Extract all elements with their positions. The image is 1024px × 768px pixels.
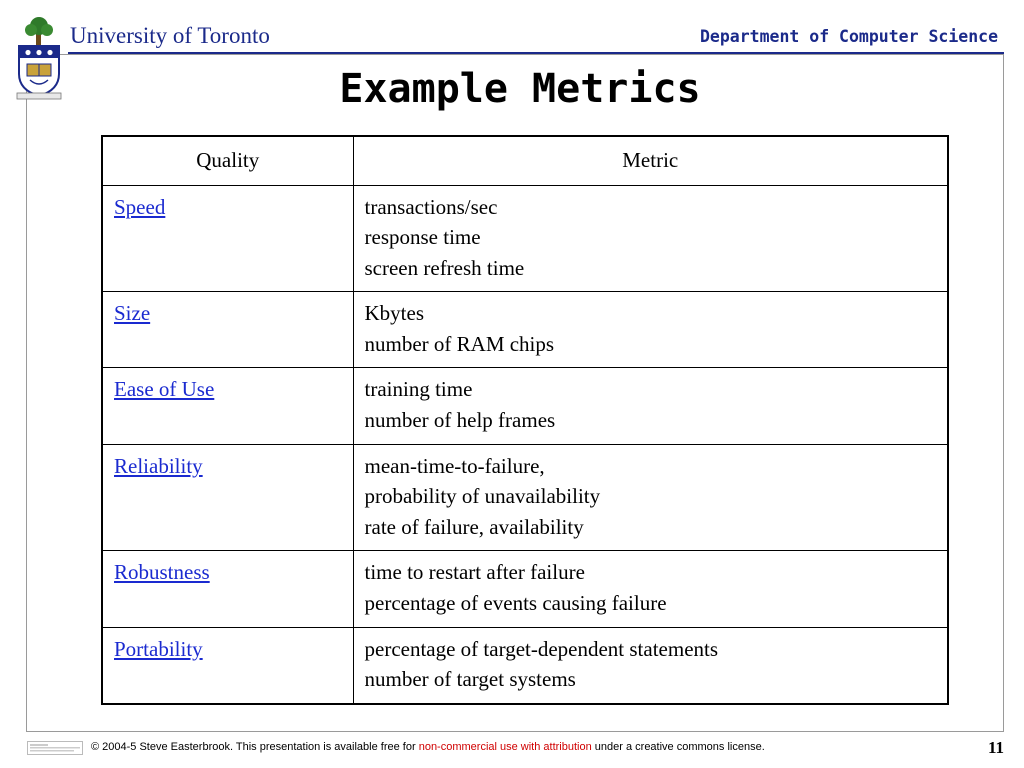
metric-cell (353, 368, 948, 444)
table-row (102, 551, 948, 627)
metric-line: percentage of events causing failure (364, 591, 667, 616)
table-row (102, 627, 948, 704)
metrics-table (101, 135, 949, 705)
column-header-quality: Quality (102, 136, 353, 185)
table-row (102, 292, 948, 368)
metric-line: training time (364, 377, 473, 402)
metric-line: mean-time-to-failure, (364, 453, 545, 478)
metric-line: time to restart after failure (364, 560, 585, 585)
metric-line: number of help frames (364, 408, 556, 433)
metric-cell (353, 444, 948, 551)
slide-footer (0, 738, 1024, 762)
quality-cell (102, 185, 353, 292)
metric-cell (353, 185, 948, 292)
university-name: University of Toronto (70, 23, 270, 48)
column-header-metric: Metric (353, 136, 948, 185)
metric-line: rate of failure, availability (364, 514, 584, 539)
license-text: under a creative commons license. (591, 741, 765, 753)
department-name: Department of Computer Science (699, 27, 998, 46)
metric-line: number of target systems (364, 667, 576, 692)
table-row (102, 368, 948, 444)
quality-cell (102, 368, 353, 444)
metric-cell (353, 551, 948, 627)
copyright-notice (91, 741, 765, 753)
slide-title: Example Metrics (339, 66, 701, 112)
metric-line: number of RAM chips (364, 331, 555, 356)
metric-line: percentage of target-dependent statements (364, 636, 719, 661)
header-rule (68, 52, 1004, 54)
table-header-row (102, 136, 948, 185)
table-row (102, 444, 948, 551)
metric-line: probability of unavailability (364, 484, 601, 509)
copyright-text: © 2004-5 Steve Easterbrook. This presentation is available free for (91, 741, 419, 753)
creative-commons-badge-icon (27, 741, 83, 755)
metric-line: transactions/sec (364, 194, 498, 219)
quality-link-ease-of-use[interactable]: Ease of Use (114, 377, 215, 402)
metric-line: screen refresh time (364, 255, 525, 280)
quality-link-portability[interactable]: Portability (114, 636, 203, 661)
quality-link-reliability[interactable]: Reliability (114, 453, 203, 478)
quality-link-speed[interactable]: Speed (114, 194, 166, 219)
license-link[interactable]: non-commercial use with attribution (418, 741, 592, 753)
metric-line: Kbytes (364, 301, 424, 326)
quality-cell (102, 551, 353, 627)
quality-cell (102, 292, 353, 368)
quality-cell (102, 444, 353, 551)
metric-cell (353, 627, 948, 704)
table-row (102, 185, 948, 292)
metric-cell (353, 292, 948, 368)
quality-cell (102, 627, 353, 704)
page-number: 11 (987, 738, 1004, 757)
quality-link-size[interactable]: Size (114, 301, 151, 326)
metric-line: response time (364, 225, 481, 250)
quality-link-robustness[interactable]: Robustness (114, 560, 210, 585)
